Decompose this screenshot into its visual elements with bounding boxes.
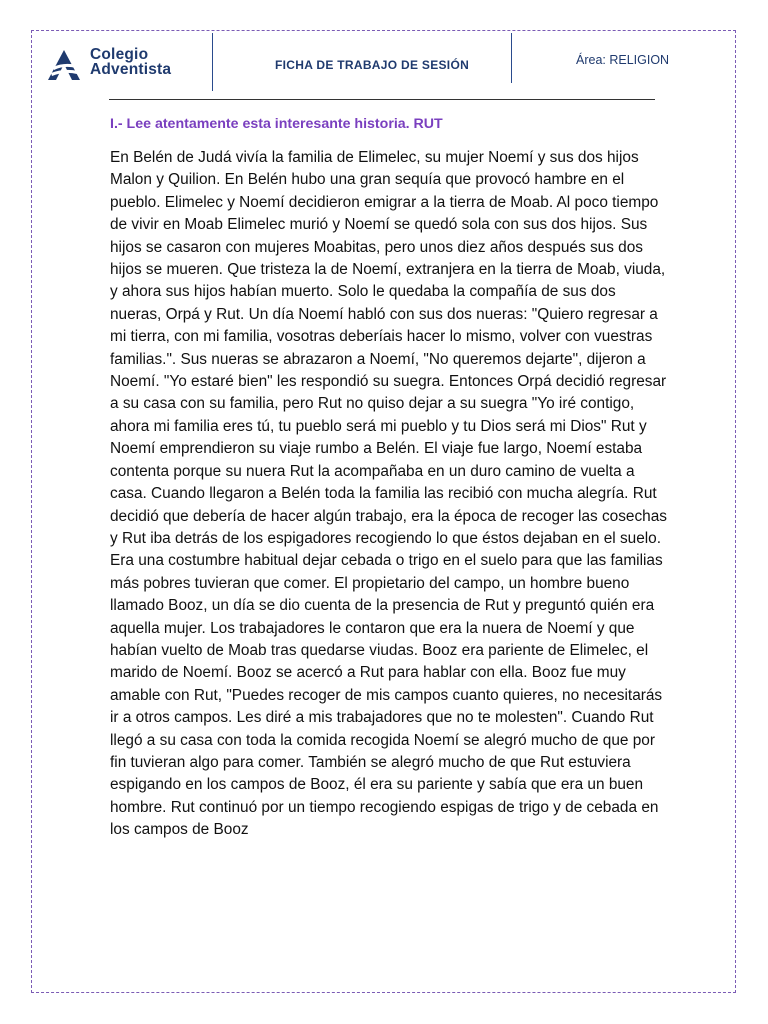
worksheet-title: FICHA DE TRABAJO DE SESIÓN [275,58,470,72]
page-frame [31,30,736,993]
header-divider [511,33,512,83]
story-text: En Belén de Judá vivía la familia de Elimelec, su mujer Noemí y sus dos hijos Malon y Quilion. En Belén hubo una gran sequía que provocó hambre en el pueblo. Elimelec y Noemí decidieron emigrar a la tierra de Moab. Al poco tiempo de vivir en Moab Elimelec murió y Noemí se quedó sola con sus dos hijos. Sus hijos se casaron con mujeres Moabitas, pero unos diez años después sus dos hijos se mueren. Que tristeza la de Noemí, extranjera en la tierra de Moab, viuda, y ahora sus hijos habían muerto. Solo le quedaba la compañía de sus dos nueras, Orpá y Rut. Un día Noemí habló con sus dos nueras: "Quiero regresar a mi tierra, con mi familia, vosotras deberíais hacer lo mismo, volver con vuestras familias.". Sus nueras se abrazaron a Noemí, "No queremos dejarte", dijeron a Noemí. "Yo estaré bien" les respondió su suegra. Entonces Orpá decidió regresar a su casa con su familia, pero Rut no quiso dejar a su suegra "Yo iré contigo, ahora mi familia eres tú, tu pueblo será mi pueblo y tu Dios será mi Dios" Rut y Noemí emprendieron su viaje rumbo a Belén. El viaje fue largo, Noemí estaba contenta porque su nuera Rut la acompañaba en un duro camino de vuelta a casa. Cuando llegaron a Belén toda la familia las recibió con mucha alegría. Rut decidió que debería de hacer algún trabajo, era la época de recoger las cosechas y Rut iba detrás de los espigadores recogiendo lo que éstos dejaban en el suelo. Era una costumbre habitual dejar cebada o trigo en el suelo para que las familias más pobres tuvieran que comer. El propietario del campo, un hombre bueno llamado Booz, un día se dio cuenta de la presencia de Rut y preguntó quién era aquella mujer. Los trabajadores le contaron que era la nuera de Noemí y que habían vuelto de Moab tras quedarse viudas. Booz era pariente de Elimelec, el marido de Noemí. Booz se acercó a Rut para hablar con ella. Booz fue muy amable con Rut, "Puedes recoger de mis campos cuanto quieres, no necesitarás ir a otros campos. Les diré a mis trabajadores que no te molesten". Cuando Rut llegó a su casa con toda la comida recogida Noemí se alegró mucho de que por fin tuvieran algo para comer. También se alegró mucho de que Rut estuviera espigando en los campos de Booz, él era su pariente y sabía que era un buen hombre. Rut continuó por un tiempo recogiendo espigas de trigo y de cebada en los campos de Booz [110,149,668,839]
section-heading: I.- Lee atentamente esta interesante historia. RUT [110,116,443,132]
header-divider [212,33,213,91]
school-name-line1: Colegio [90,46,149,63]
horizontal-rule [109,99,655,100]
subject-area: Área: RELIGION [576,53,670,67]
school-name [90,47,171,77]
school-name-line2: Adventista [90,61,172,78]
school-logo-icon [47,49,81,81]
